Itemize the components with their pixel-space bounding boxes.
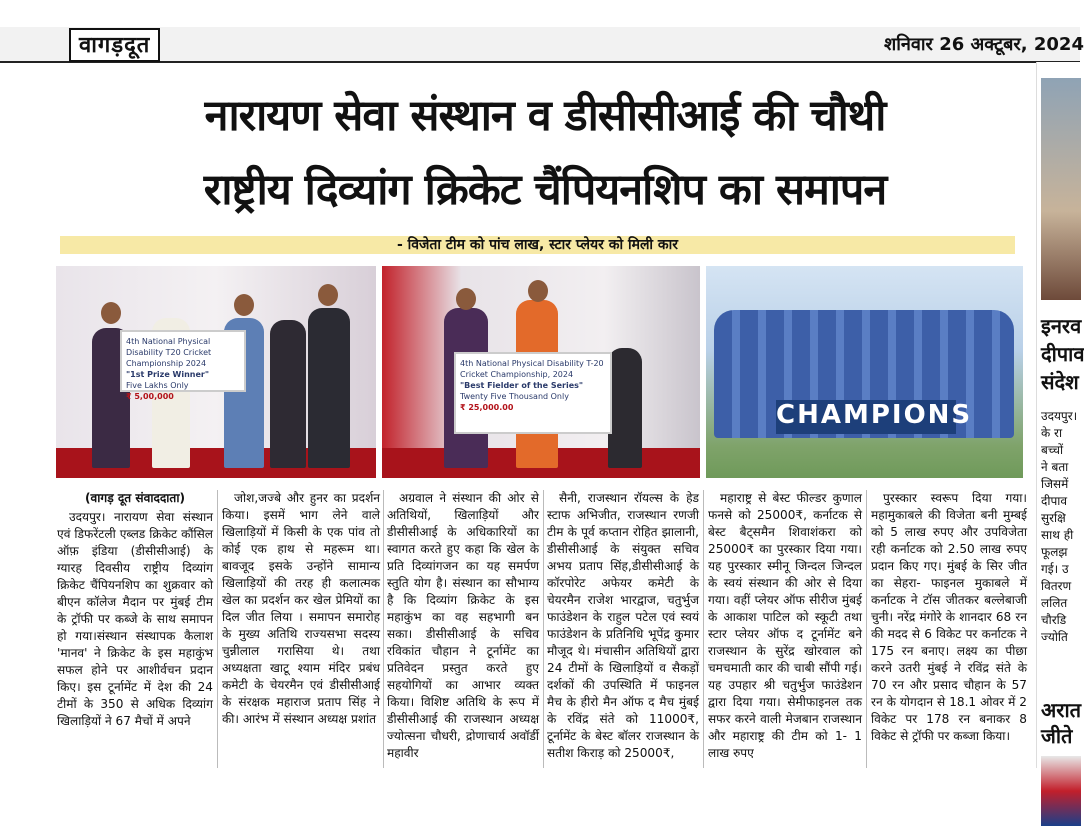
photo-best-fielder — [382, 266, 700, 478]
person-head — [528, 280, 548, 302]
prize-cheque — [120, 330, 246, 401]
person-head — [456, 288, 476, 310]
column-rule — [217, 490, 218, 768]
side-text: गई। उ — [1041, 562, 1069, 576]
subhead: - विजेता टीम को पांच लाख, स्टार प्लेयर को मिली कार — [396, 237, 679, 253]
person — [608, 348, 642, 468]
photo-first-prize — [56, 266, 376, 478]
side-text: सुरक्षि — [1041, 511, 1066, 525]
article-text: सैनी, राजस्थान रॉयल्स के हेड स्टाफ अभिजीत, राजस्थान रणजी टीम के पूर्व कप्तान रोहित झालानी, डीसीसीआई के संयुक्त सचिव अभय प्रताप सिंह,डीसीसीआई के कॉरपोरेट अफेयर कमेटी के चेयरमैन राजेश भारद्वाज, चतुर्भुज फाउंडेशन के राहुल पटेल एवं स्वयं फाउंडेशन के प्रतिनिधि भूपेंद्र कुमार मौजूद थे। मंचासीन अतिथियों द्वारा 24 टीमों के खिलाड़ियों व सैकड़ों दर्शकों की उपस्थिति में फाइनल मैच के हीरो मैन ऑफ द मैच मुंबई के रविंद्र संते को 11000₹, टूर्नामेंट के बेस्ट बॉलर राजस्थान के सतीश किराड़ को 25000₹, — [547, 491, 699, 760]
headline-line-1: नारायण सेवा संस्थान व डीसीसीआई की चौथी — [204, 91, 886, 141]
issue-date: शनिवार 26 अक्टूबर, 2024 — [884, 34, 1084, 55]
cheque-rupees: Five Lakhs Only — [126, 381, 189, 390]
side-text: चौरडि — [1041, 613, 1067, 627]
top-margin — [0, 0, 1080, 26]
side-headline: इनरव — [1041, 314, 1082, 338]
headline-line-2: राष्ट्रीय दिव्यांग क्रिकेट चैंपियनशिप का समापन — [203, 165, 887, 215]
column-rule — [383, 490, 384, 768]
article-text: महाराष्ट्र से बेस्ट फील्डर कुणाल फनसे को 25000₹, कर्नाटक से बेस्ट बैट्समैन शिवाशंकरा को 25000₹ का पुरस्कार दिया गया। यह पुरस्कार स्मीनू जिन्दल जिन्दल के स्वयं संस्थान की ओर से दिया गया। वहीं प्लेयर ऑफ सीरीज मुंबई के आकाश पाटिल को स्कूटी तथा स्टार प्लेयर ऑफ द टूर्नामेंट बने राजस्थान के सुरेंद्र खोरवाल को चमचमाती कार की चाबी सौंपी गई। यह उपहार श्री चतुर्भुज फाउंडेशन द्वारा दिया गया। सेमीफाइनल तक सफर करने वाली मेजबान राजस्थान और महाराष्ट्र की टीम को 1- 1 लाख रुपए — [708, 491, 862, 760]
cheque-rupees: Twenty Five Thousand Only — [460, 392, 569, 401]
newspaper-logo: वागड़दूत — [69, 28, 160, 62]
side-text: ललित — [1041, 596, 1068, 610]
article-text: पुरस्कार स्वरूप दिया गया। महामुकाबले की विजेता बनी मुम्बई को 5 लाख रुपए और उपविजेता रही कर्नाटक को 2.50 लाख रुपए प्रदान किए गए। मुंबई के सिर जीत का सेहरा- फाइनल मुकाबले में कर्नाटक ने टॉस जीतकर बल्लेबाजी चुनी। नरेंद्र मंगोरे के शानदार 68 रन की मदद से 6 विकेट पर कर्नाटक ने 175 रन बनाए। लक्ष्य का पीछा करने उतरी मुंबई ने रविंद्र संते के 70 रन और प्रसाद चौहान के 57 रन के योगदान से 18.1 ओवर में 2 विकेट पर 178 रन बनाकर 8 विकेट से ट्रॉफी पर कब्जा किया। — [871, 491, 1027, 743]
article-column-1 — [57, 490, 213, 768]
side-advertisement — [1041, 756, 1081, 826]
side-text: वितरण — [1041, 579, 1072, 593]
side-headline: जीते — [1041, 724, 1073, 748]
cheque-text: "Best Fielder of the Series" — [460, 381, 584, 390]
side-headline: संदेश — [1041, 370, 1079, 394]
person — [270, 320, 306, 468]
side-headline: दीपाव — [1041, 342, 1084, 366]
article-text: उदयपुर। नारायण सेवा संस्थान एवं डिफरेंटली एब्लड क्रिकेट कौंसिल ऑफ़ इंडिया (डीसीसीआई) के ग्यारह दिवसीय राष्ट्रीय दिव्यांग क्रिकेट चैंपियनशिप का शुक्रवार को बीएन कॉलेज मैदान पर मुंबई टीम के ट्रॉफी पर कब्जे के साथ समापन हो गया।संस्थान संस्थापक कैलाश 'मानव' ने क्रिकेट के इस महाकुंभ सफल होने पर आशीर्वचन प्रदान किए। इस टूर्नामेंट में देश की 24 टीमों के 350 से अधिक दिव्यांग खिलाड़ियों ने 67 मैचों में अपने — [57, 510, 213, 728]
article-text: अग्रवाल ने संस्थान की ओर से अतिथियों, खिलाड़ियों और डीसीसीआई के अधिकारियों का स्वागत करते हुए कहा कि खेल के प्रति दिव्यांगजन का यह समर्पण स्तुति योग है। संस्थान का सौभाग्य है कि दिव्यांग क्रिकेट के इस महाकुंभ का वह सहभागी बन सका। डीसीसीआई के सचिव रविकांत चौहान ने टूर्नामेंट का प्रतिवेदन प्रस्तुत करते हुए सहयोगियों का आभार व्यक्त किया। विशिष्ट अतिथि के रूप में डीसीसीआई की राजस्थान अध्यक्ष ज्योत्सना चौधरी, द्रोणाचार्य अवॉर्डी महावीर — [387, 491, 539, 760]
person — [308, 308, 350, 468]
side-text: फूलझ — [1041, 545, 1068, 559]
cheque-text: "1st Prize Winner" — [126, 370, 210, 379]
person-head — [101, 302, 121, 324]
side-headline: अरात — [1041, 698, 1082, 722]
side-text: बच्चों — [1041, 443, 1064, 457]
side-text: दीपाव — [1041, 494, 1068, 508]
column-rule — [866, 490, 867, 768]
article-column-5 — [708, 490, 862, 768]
article-column-2 — [222, 490, 380, 768]
adjacent-story-strip — [1036, 62, 1084, 768]
article-column-6 — [871, 490, 1027, 768]
side-text: के रा — [1041, 426, 1063, 440]
article-text: जोश,जज्बे और हुनर का प्रदर्शन किया। इसमें भाग लेने वाले खिलाड़ियों में किसी के एक पांव तो कोई एक हाथ से महरूम था। बावजूद इसके उन्होंने सामान्य खिलाड़ियों की तरह ही कलात्मक खेल का प्रदर्शन कर खेल प्रेमियों का दिल जीत लिया । समापन समारोह के मुख्य अतिथि राज्यसभा सदस्य चुन्नीलाल गरासिया थे। तथा अध्यक्षता खाटू श्याम मंदिर प्रबंध कमेटी के चेयरमैन एवं डीसीसीआई के संरक्षक महाराज प्रताप सिंह ने की। आरंभ में संस्थान अध्यक्ष प्रशांत — [222, 491, 380, 726]
side-text: ने बता — [1041, 460, 1069, 474]
side-text: साथ ही — [1041, 528, 1074, 542]
article-column-3 — [387, 490, 539, 768]
prize-cheque — [454, 352, 612, 434]
side-text: ज्योति — [1041, 630, 1068, 644]
champions-banner: CHAMPIONS — [776, 400, 956, 434]
byline: (वागड़ दूत संवाददाता) — [85, 491, 185, 505]
side-text: जिसमें — [1041, 477, 1069, 491]
cheque-title: 4th National Physical Disability T20 Cricket Championship 2024 — [126, 337, 212, 368]
article-column-4 — [547, 490, 699, 768]
cheque-title: 4th National Physical Disability T-20 Cricket Championship, 2024 — [460, 359, 604, 379]
side-text: उदयपुर। — [1041, 409, 1078, 423]
person-head — [234, 294, 254, 316]
cheque-amount: ₹ 5,00,000 — [126, 392, 174, 401]
adjacent-story-photo — [1041, 78, 1081, 300]
column-rule — [703, 490, 704, 768]
photo-champions — [706, 266, 1023, 478]
cheque-amount: ₹ 25,000.00 — [460, 403, 514, 412]
column-rule — [543, 490, 544, 768]
person-head — [318, 284, 338, 306]
